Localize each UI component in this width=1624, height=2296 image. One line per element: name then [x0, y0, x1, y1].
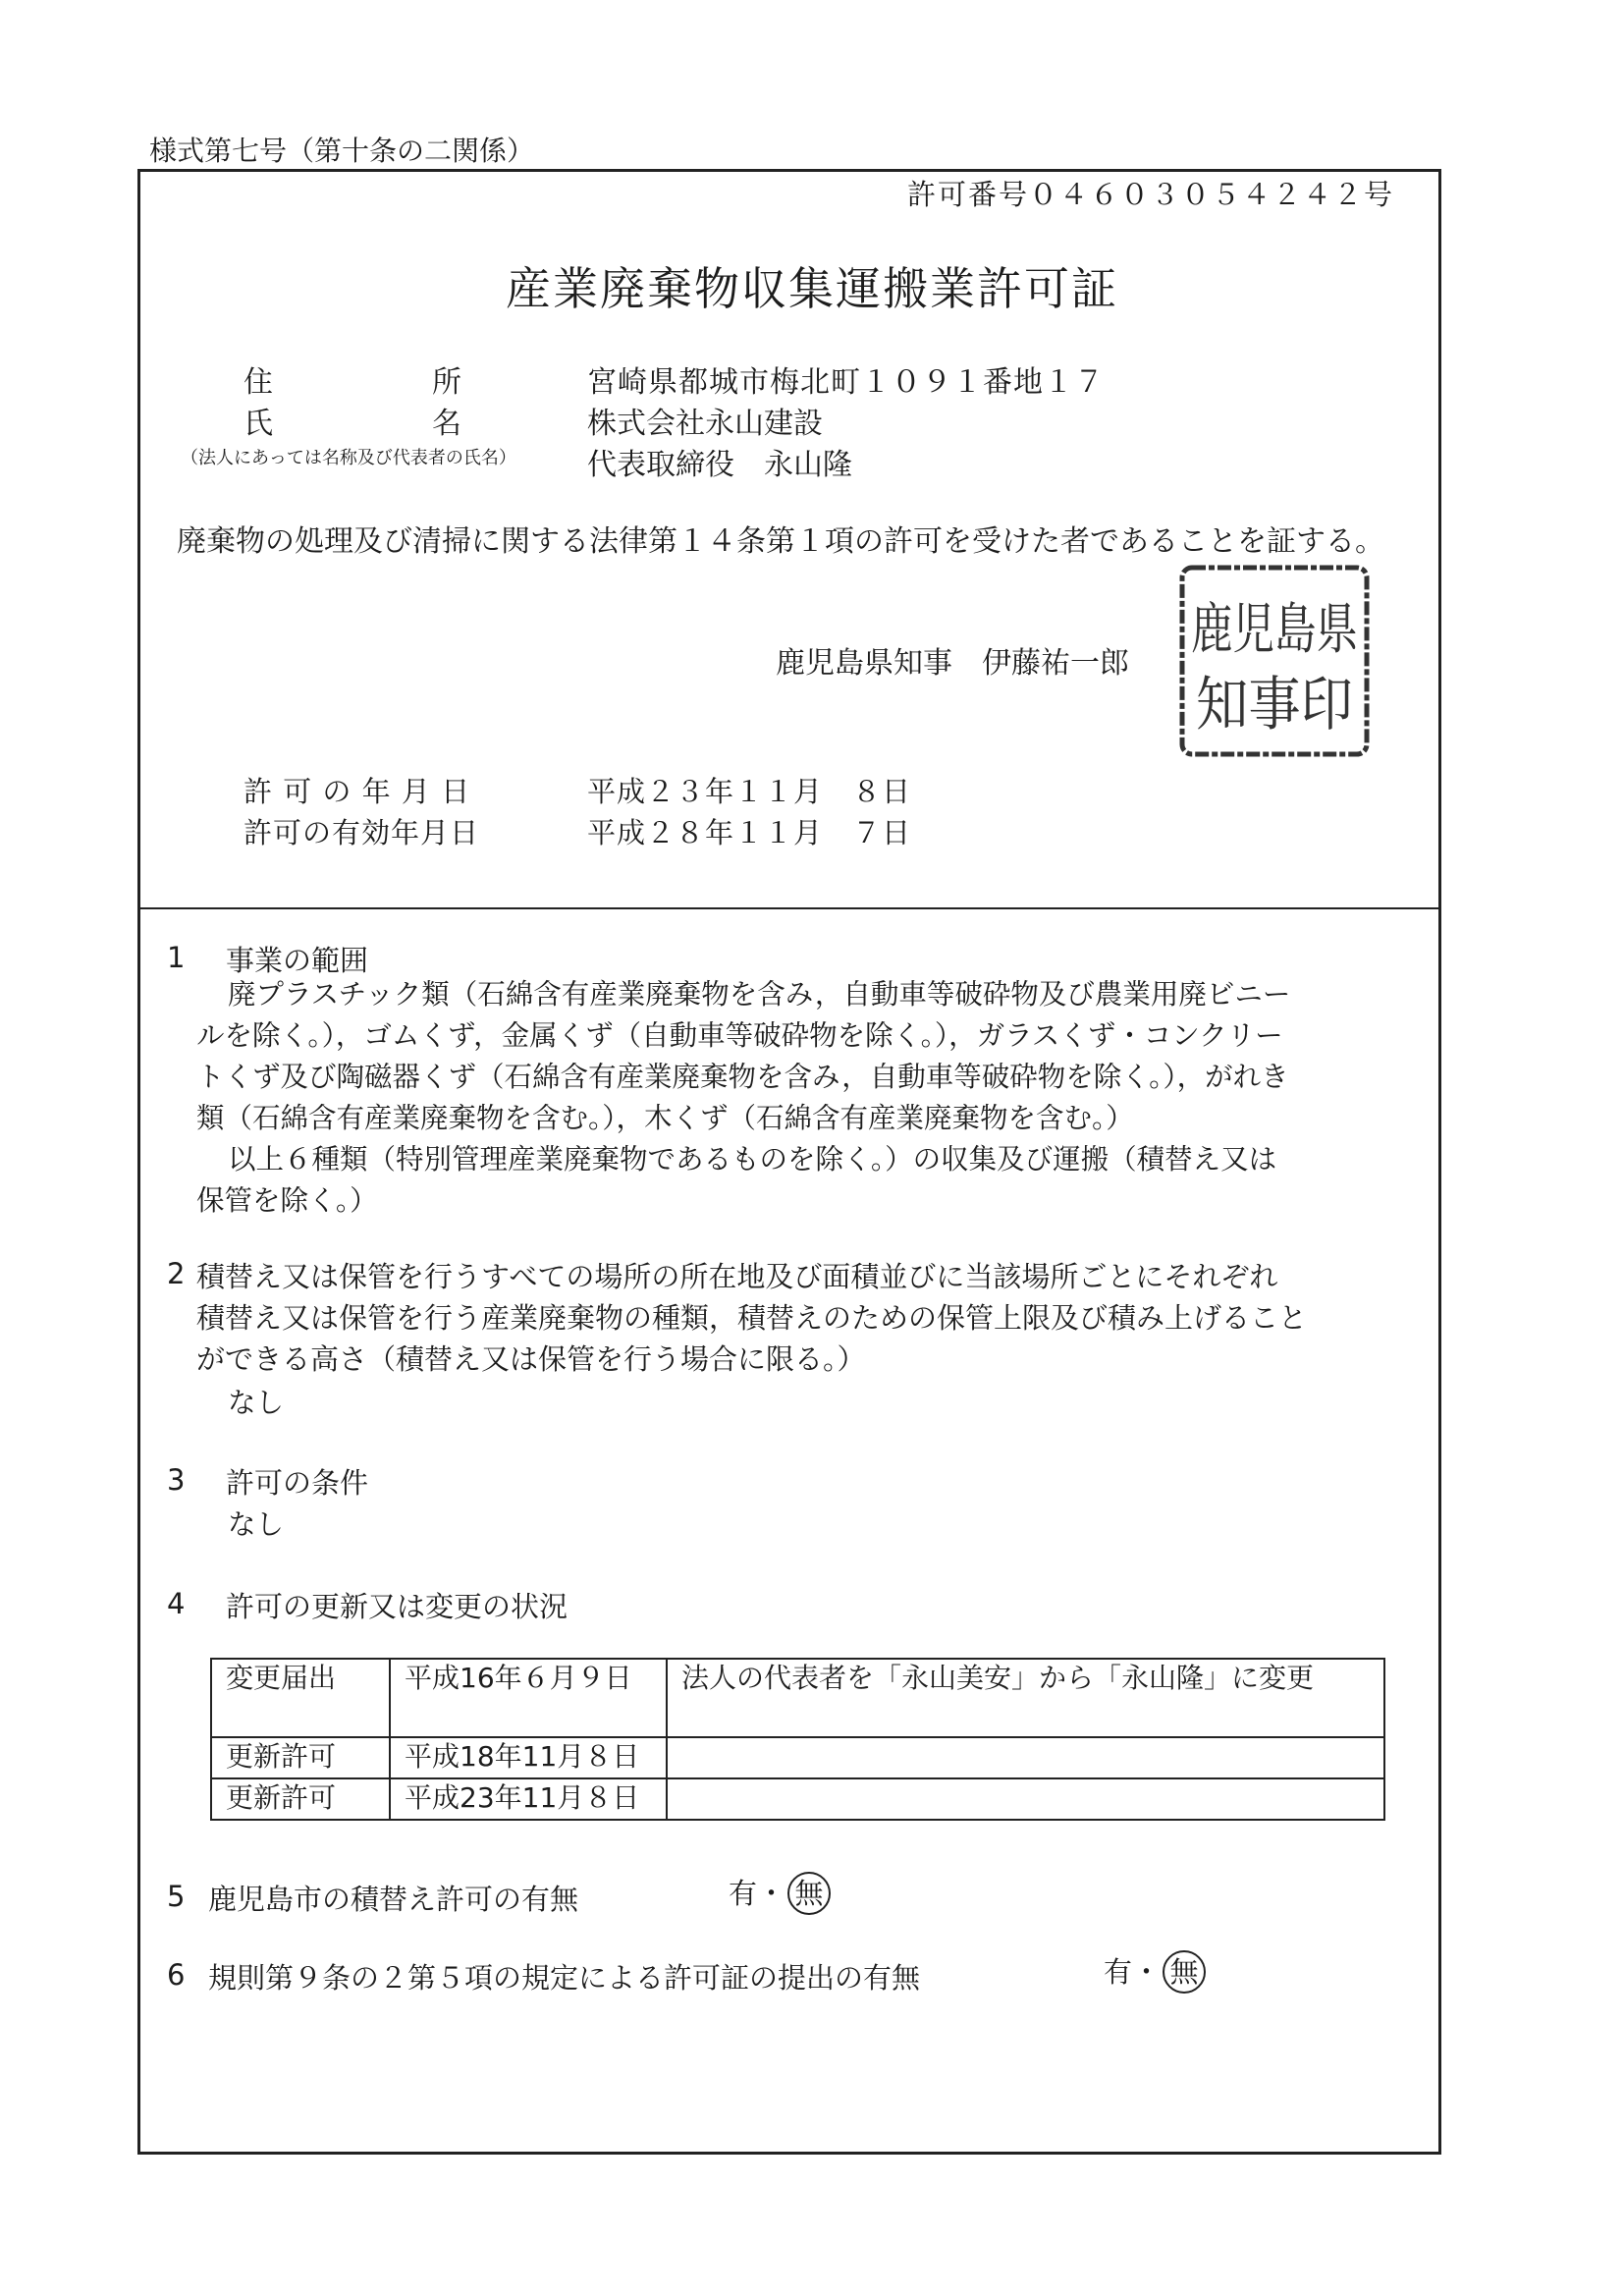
section-divider: [137, 907, 1441, 909]
section-2-value: なし: [228, 1387, 285, 1419]
section-3-number: 3: [167, 1463, 186, 1497]
section-1-line: 以上６種類（特別管理産業廃棄物であるものを除く。）の収集及び運搬（積替え又は: [228, 1143, 1277, 1175]
section-1-title: 事業の範囲: [226, 944, 369, 977]
permit-number: 許可番号０４６０３０５４２４２号: [907, 178, 1395, 211]
seal-text-top: 鹿児島県: [1191, 598, 1358, 662]
section-2-number: 2: [167, 1257, 186, 1290]
table-row: [211, 1659, 1384, 1737]
history-table: [210, 1658, 1385, 1821]
representative-name: 代表取締役 永山隆: [587, 448, 852, 482]
section-5-answer: [729, 1872, 831, 1915]
section-1-line: ルを除く。），ゴムくず，金属くず（自動車等破砕物を除く。），ガラスくず・コンクリー: [196, 1019, 1283, 1052]
issue-date-value: 平成２３年１１月 ８日: [587, 775, 912, 808]
section-5-no-circled: 無: [787, 1872, 831, 1915]
name-label-char-1: 氏: [244, 407, 273, 441]
history-type: 更新許可: [211, 1737, 390, 1778]
section-1-line: 保管を除く。）: [196, 1184, 378, 1217]
section-5-number: 5: [167, 1880, 186, 1913]
name-note: （法人にあっては名称及び代表者の氏名）: [181, 448, 516, 468]
certification-statement: 廃棄物の処理及び清掃に関する法律第１４条第１項の許可を受けた者であることを証する。: [177, 524, 1384, 559]
form-label: 様式第七号（第十条の二関係）: [149, 135, 535, 167]
section-2-line: 積替え又は保管を行うすべての場所の所在地及び面積並びに当該場所ごとにそれぞれ: [196, 1260, 1278, 1293]
section-6-answer: [1104, 1950, 1206, 1994]
history-date: 平成18年11月８日: [390, 1737, 667, 1778]
section-6-no-circled: 無: [1163, 1950, 1206, 1994]
section-3-value: なし: [228, 1508, 285, 1541]
address-label-char-2: 所: [432, 365, 461, 400]
section-6-title: 規則第９条の２第５項の規定による許可証の提出の有無: [208, 1961, 921, 1995]
section-1-line: 類（石綿含有産業廃棄物を含む。），木くず（石綿含有産業廃棄物を含む。）: [196, 1102, 1134, 1134]
history-note: [667, 1737, 1384, 1778]
section-1-number: 1: [167, 941, 186, 974]
address-value: 宮崎県都城市梅北町１０９１番地１７: [587, 365, 1105, 400]
table-row: [211, 1778, 1384, 1820]
section-2-line: ができる高さ（積替え又は保管を行う場合に限る。）: [196, 1342, 866, 1376]
table-row: [211, 1737, 1384, 1778]
history-note: [667, 1778, 1384, 1820]
expiry-date-label: 許可の有効年月日: [244, 816, 480, 849]
company-name: 株式会社永山建設: [587, 407, 823, 441]
official-seal: [1178, 564, 1371, 758]
section-1-line: 廃プラスチック類（石綿含有産業廃棄物を含み，自動車等破砕物及び農業用廃ビニー: [228, 978, 1291, 1011]
issuer-name: 鹿児島県知事 伊藤祐一郎: [776, 646, 1129, 681]
page-title: 産業廃棄物収集運搬業許可証: [506, 262, 1118, 315]
history-date: 平成23年11月８日: [390, 1778, 667, 1820]
history-date: 平成16年６月９日: [390, 1659, 667, 1737]
history-note: 法人の代表者を「永山美安」から「永山隆」に変更: [667, 1659, 1384, 1737]
name-label-char-2: 名: [432, 407, 461, 441]
seal-text-bottom: 知事印: [1196, 671, 1353, 739]
expiry-date-value: 平成２８年１１月 ７日: [587, 816, 912, 849]
section-6-number: 6: [167, 1958, 186, 1992]
address-label-char-1: 住: [244, 365, 273, 400]
section-5-yes: 有・: [729, 1877, 786, 1910]
section-4-title: 許可の更新又は変更の状況: [226, 1590, 568, 1623]
section-5-title: 鹿児島市の積替え許可の有無: [208, 1883, 579, 1916]
section-2-line: 積替え又は保管を行う産業廃棄物の種類，積替えのための保管上限及び積み上げること: [196, 1301, 1308, 1335]
history-type: 更新許可: [211, 1778, 390, 1820]
history-type: 変更届出: [211, 1659, 390, 1737]
section-4-number: 4: [167, 1587, 186, 1620]
section-6-yes: 有・: [1104, 1955, 1162, 1989]
section-1-line: トくず及び陶磁器くず（石綿含有産業廃棄物を含み，自動車等破砕物を除く。），がれき: [196, 1061, 1289, 1093]
issue-date-label: 許 可 の 年 月 日: [244, 775, 471, 808]
section-3-title: 許可の条件: [226, 1466, 369, 1500]
